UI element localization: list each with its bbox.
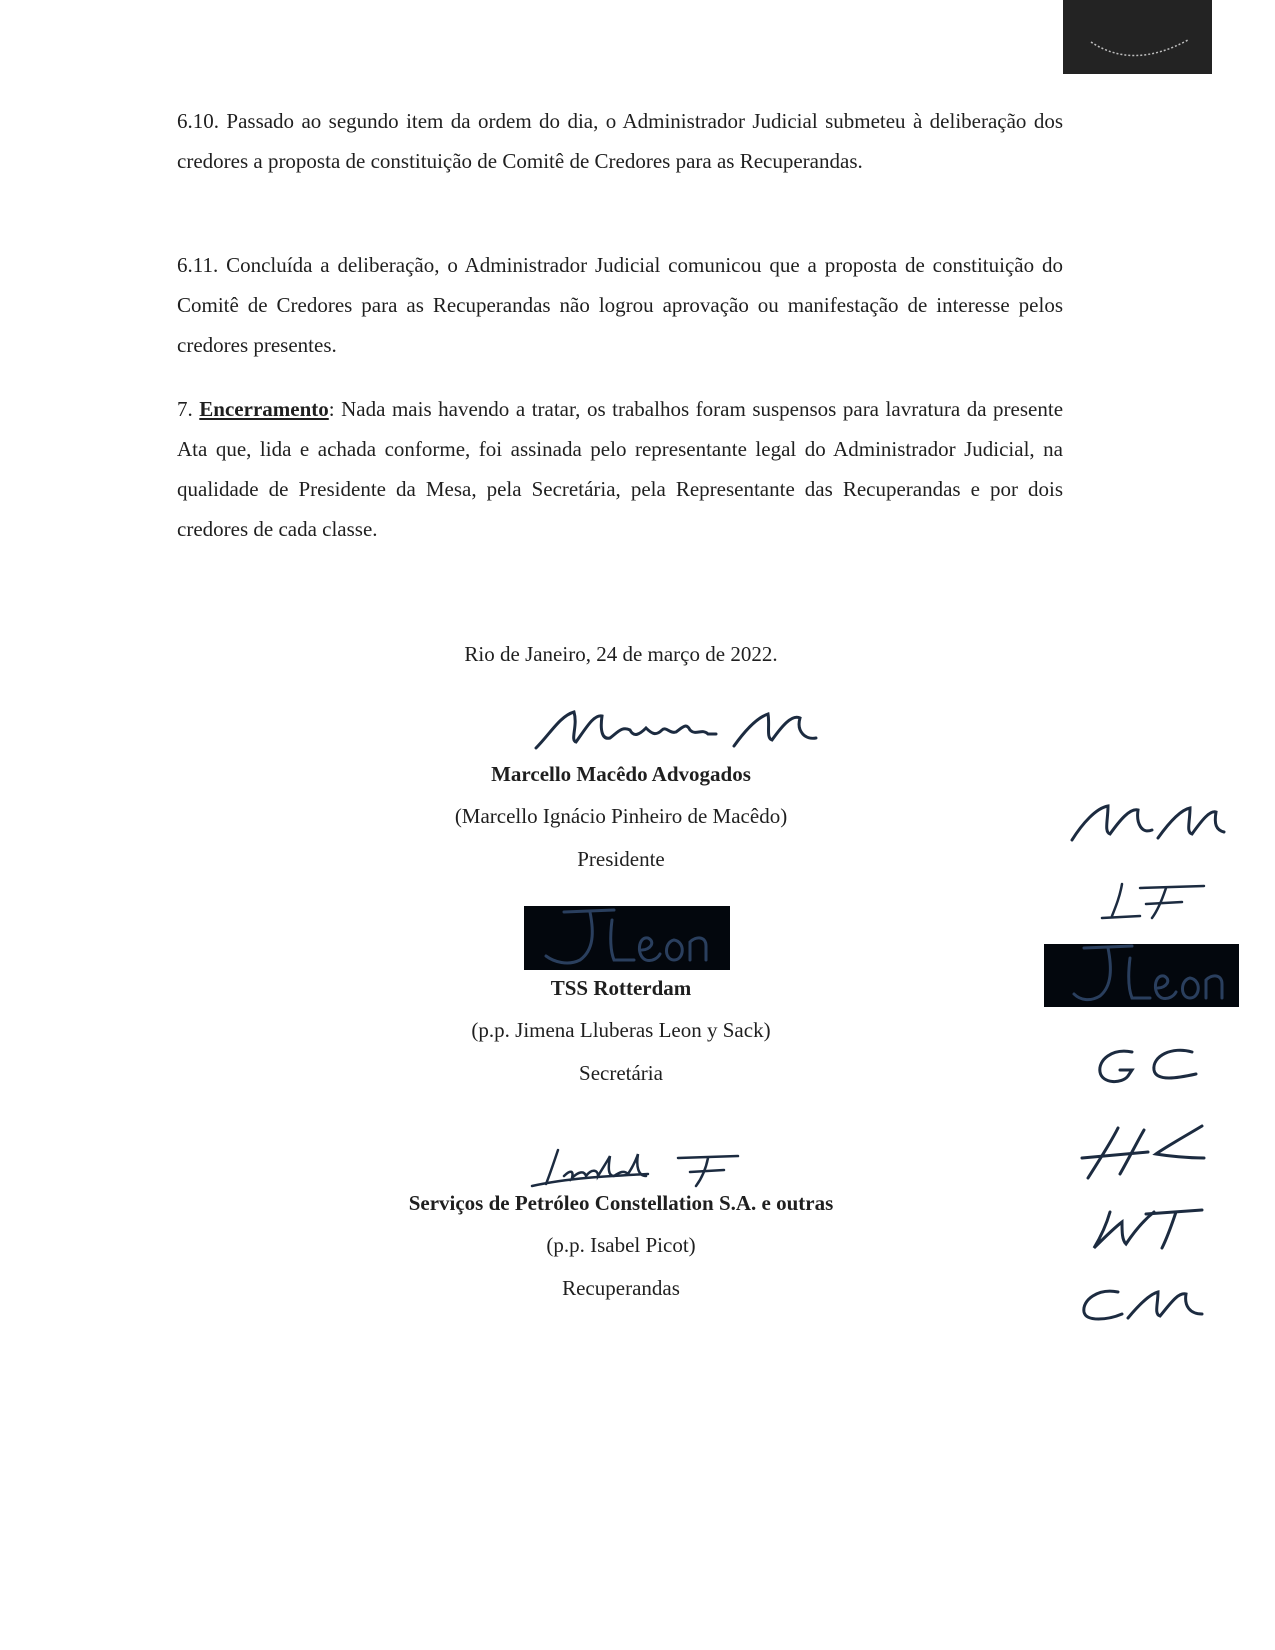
margin-initials-hk — [1078, 1124, 1208, 1184]
margin-initials-cm — [1078, 1284, 1208, 1324]
signatory-2-role: Secretária — [579, 1061, 663, 1085]
margin-initials-wt — [1088, 1206, 1206, 1254]
signatory-1-name: Marcello Macêdo Advogados — [491, 762, 751, 786]
signatory-3-name: Serviços de Petróleo Constellation S.A. e outras — [408, 1191, 834, 1215]
signatory-1-role: Presidente — [577, 847, 665, 871]
signatory-2-name: TSS Rotterdam — [550, 976, 692, 1000]
signatory-3-role: Recuperandas — [562, 1276, 680, 1300]
paragraph-7-closing — [177, 389, 1063, 549]
place-date: Rio de Janeiro, 24 de março de 2022. — [464, 642, 778, 666]
signatory-2-representative: (p.p. Jimena Lluberas Leon y Sack) — [471, 1018, 771, 1042]
margin-initials-gc — [1092, 1044, 1202, 1088]
header-redaction-box — [1063, 0, 1212, 74]
margin-initials-mm — [1068, 798, 1228, 848]
signatory-1-representative: (Marcello Ignácio Pinheiro de Macêdo) — [454, 804, 788, 828]
paragraph-6-11: 6.11. Concluída a deliberação, o Administrador Judicial comunicou que a proposta de constituição do Comitê de Credores para as Recuperandas não logrou aprovação ou manifestação de interesse pelos credores presentes. — [177, 253, 1063, 357]
section-number: 7. — [177, 397, 200, 421]
signature-leon-box — [524, 906, 730, 970]
margin-initials-if — [1100, 880, 1210, 922]
signatory-3-representative: (p.p. Isabel Picot) — [546, 1233, 696, 1257]
section-text: : Nada mais havendo a tratar, os trabalhos foram suspensos para lavratura da presente Ata que, lida e achada conforme, foi assinada pelo representante legal do Administrador Judicial, na qualidade de Presidente da Mesa, pela Secretária, pela Representante das Recuperandas e por dois credores de cada classe. — [177, 397, 1064, 541]
paragraph-6-10: 6.10. Passado ao segundo item da ordem do dia, o Administrador Judicial submeteu à deliberação dos credores a proposta de constituição de Comitê de Credores para as Recuperandas. — [177, 109, 1063, 173]
margin-initials-leon-box — [1044, 944, 1239, 1007]
signature-isabel — [528, 1146, 748, 1190]
signature-marcello — [530, 704, 820, 754]
section-heading-encerramento: Encerramento — [199, 397, 329, 421]
